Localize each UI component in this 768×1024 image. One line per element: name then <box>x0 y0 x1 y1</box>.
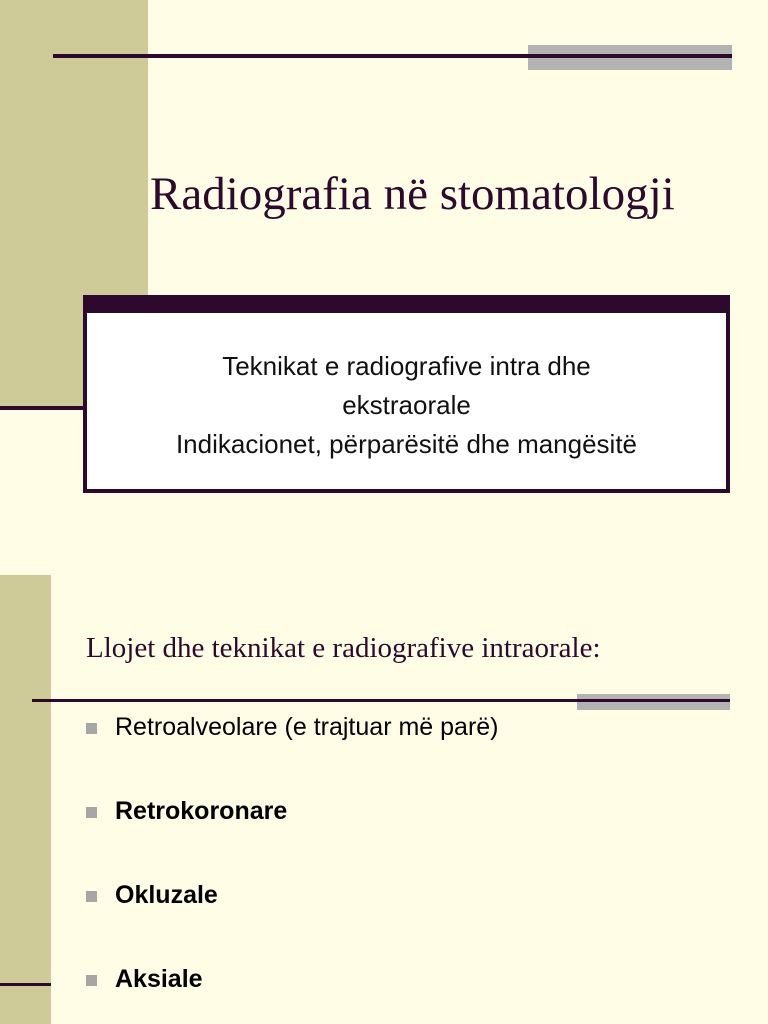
square-bullet-icon <box>86 975 97 986</box>
title-grey-accent-lower <box>577 702 730 710</box>
subtitle-box <box>83 295 730 493</box>
bullet-text: Aksiale <box>115 965 203 993</box>
side-divider-line <box>0 406 85 410</box>
title-grey-accent <box>577 694 730 699</box>
slide-title: Radiografia në stomatologji <box>150 168 675 220</box>
slide-title: Llojet dhe teknikat e radiografive intraorale: <box>86 632 601 664</box>
bullet-text: Retrokoronare <box>115 797 288 825</box>
side-accent-bar <box>0 575 51 1024</box>
top-grey-accent-lower <box>528 58 732 70</box>
slide-2 <box>0 575 768 1024</box>
square-bullet-icon <box>86 891 97 902</box>
bullet-text: Retroalveolare (e trajtuar më parë) <box>115 713 499 741</box>
bullet-list <box>86 711 499 1024</box>
square-bullet-icon <box>86 723 97 734</box>
square-bullet-icon <box>86 807 97 818</box>
top-grey-accent <box>528 45 732 54</box>
bullet-text: Okluzale <box>115 881 218 909</box>
list-item <box>86 711 499 795</box>
side-divider-line <box>0 983 51 986</box>
subtitle-line-1: Teknikat e radiografive intra dhe <box>222 351 591 381</box>
list-item <box>86 879 499 963</box>
subtitle-text <box>87 347 726 464</box>
subtitle-line-3: Indikacionet, përparësitë dhe mangësitë <box>175 429 638 459</box>
list-item <box>86 795 499 879</box>
list-item <box>86 963 499 1024</box>
subtitle-line-2: ekstraorale <box>342 390 471 420</box>
